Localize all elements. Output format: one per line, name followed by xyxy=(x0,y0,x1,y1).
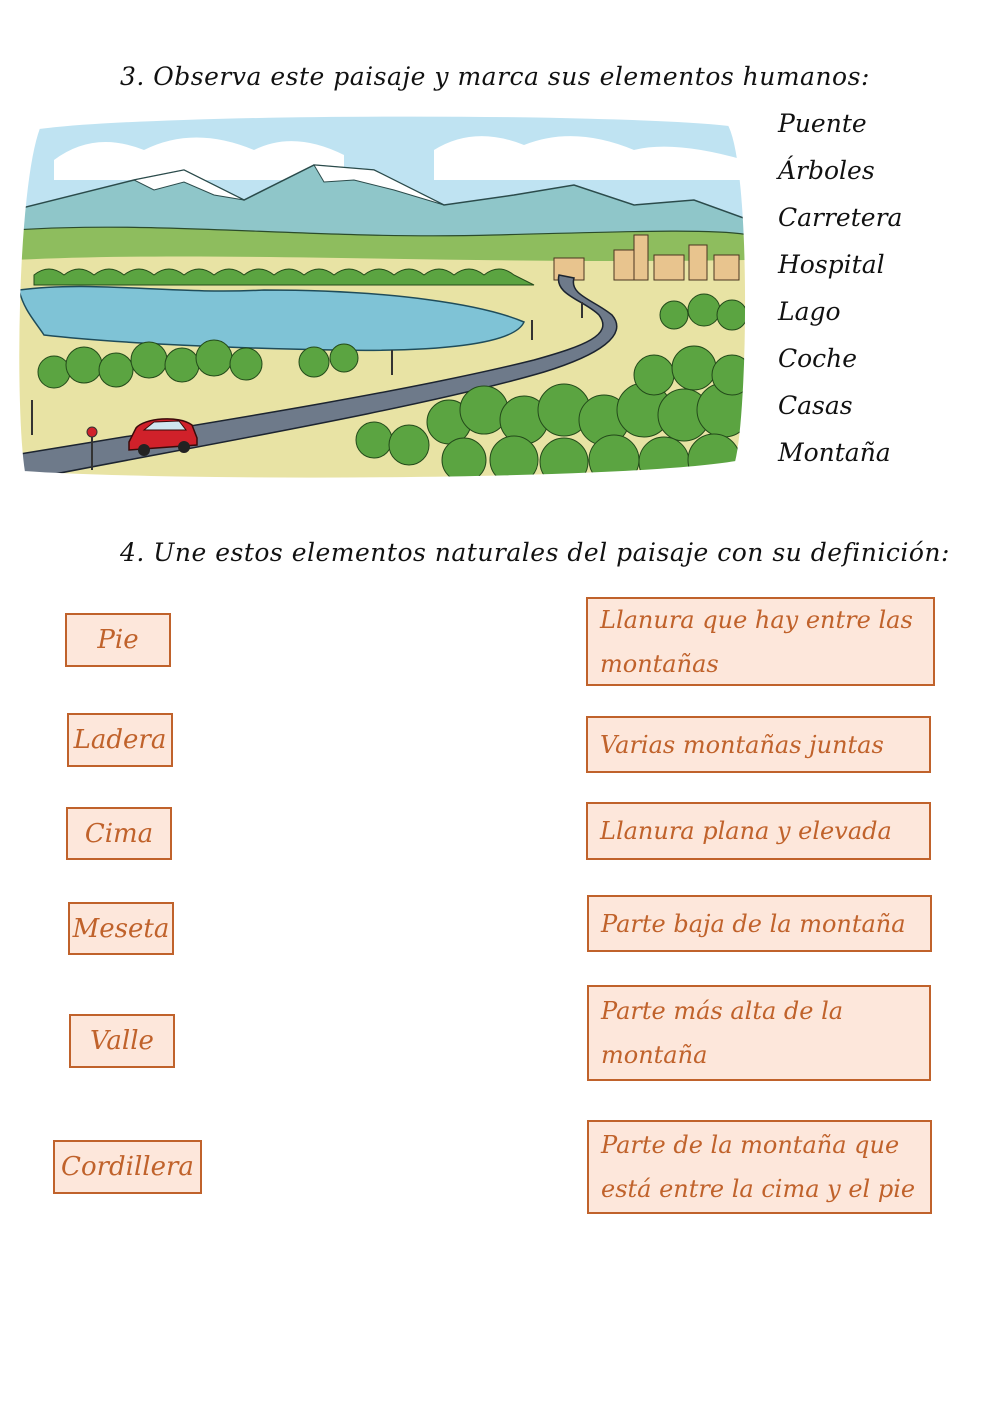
term-box-cima[interactable]: Cima xyxy=(66,807,172,860)
exercise-4-title: 4. Une estos elementos naturales del paisaje con su definición: xyxy=(120,538,950,567)
option-word[interactable]: Árboles xyxy=(778,156,875,185)
definition-box[interactable] xyxy=(586,802,931,860)
human-elements-options xyxy=(778,106,902,482)
option-word[interactable]: Hospital xyxy=(778,250,885,279)
definition-text: Varias montañas juntas xyxy=(600,730,884,759)
definition-box[interactable] xyxy=(587,985,931,1081)
definition-box[interactable] xyxy=(587,895,932,952)
term-box-ladera[interactable]: Ladera xyxy=(67,713,173,767)
term-box-pie[interactable]: Pie xyxy=(65,613,171,667)
exercise-3-title: 3. Observa este paisaje y marca sus elementos humanos: xyxy=(120,62,870,91)
option-word[interactable]: Lago xyxy=(778,297,841,326)
definition-text: Parte más alta de la montaña xyxy=(601,997,844,1069)
landscape-illustration xyxy=(14,110,749,482)
definition-text: Llanura que hay entre las montañas xyxy=(600,605,913,678)
definition-text: Parte de la montaña que está entre la cima y el pie xyxy=(601,1131,916,1203)
option-word[interactable]: Casas xyxy=(778,391,853,420)
definition-box[interactable] xyxy=(586,597,935,686)
definition-text: Llanura plana y elevada xyxy=(600,817,892,845)
definition-box[interactable] xyxy=(587,1120,932,1214)
option-word[interactable]: Carretera xyxy=(778,203,903,232)
term-box-valle[interactable]: Valle xyxy=(69,1014,175,1068)
definition-text: Parte baja de la montaña xyxy=(601,909,906,938)
option-word[interactable]: Coche xyxy=(778,344,858,373)
term-box-meseta[interactable]: Meseta xyxy=(68,902,174,955)
option-word[interactable]: Puente xyxy=(778,109,867,138)
definition-box[interactable] xyxy=(586,716,931,773)
option-word[interactable]: Montaña xyxy=(778,438,891,467)
term-box-cordillera[interactable]: Cordillera xyxy=(53,1140,202,1194)
